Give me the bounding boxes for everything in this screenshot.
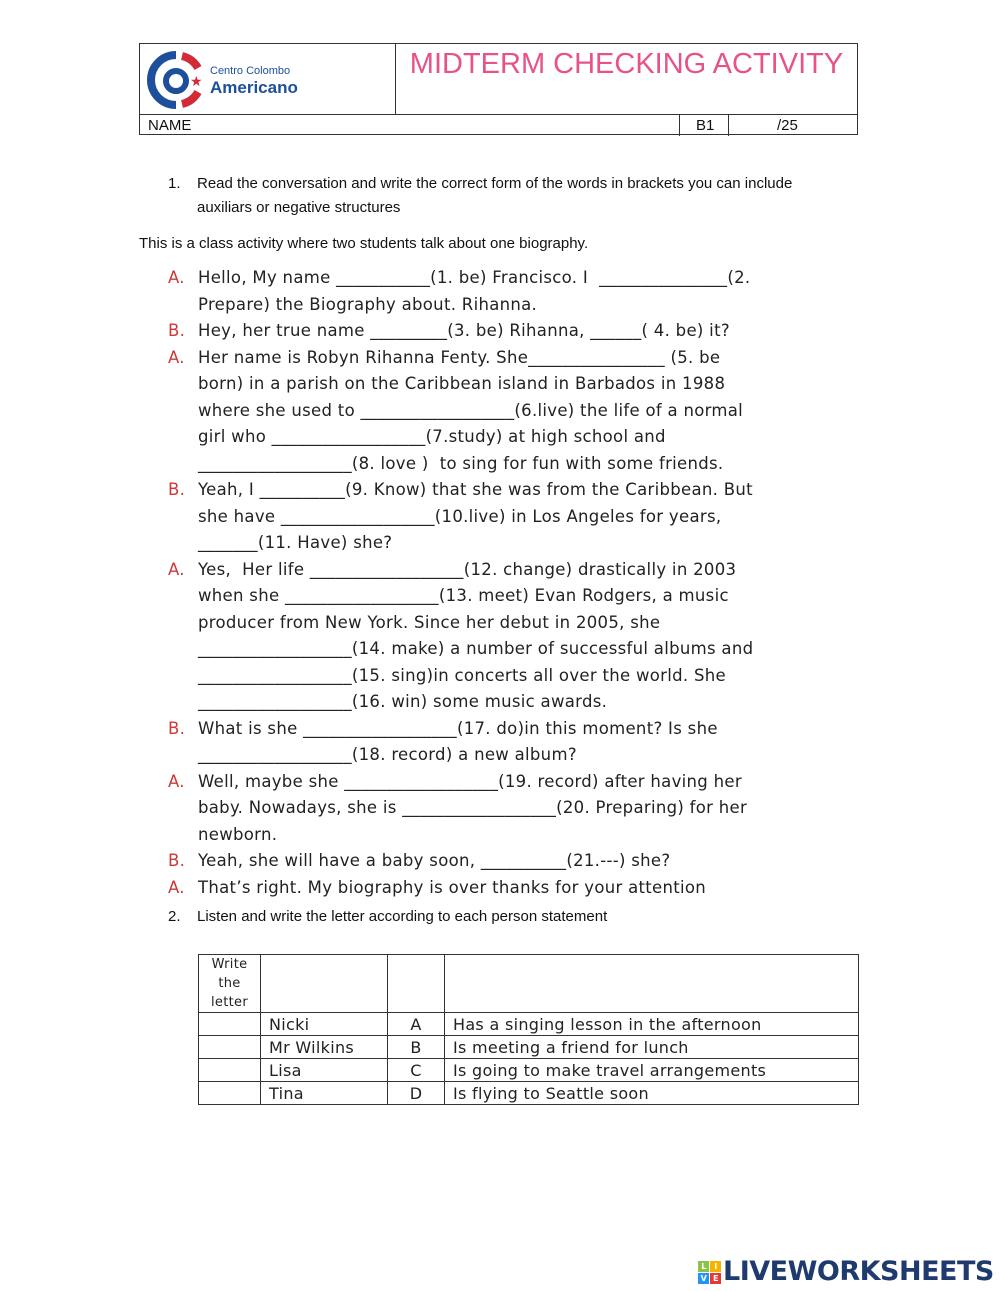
section2-instruction: Listen and write the letter according to each person statement [197, 908, 608, 925]
name-label: NAME [148, 117, 192, 134]
dialogue-line [168, 507, 721, 526]
header-word: Write [211, 957, 248, 972]
person-name: Tina [261, 1082, 388, 1105]
table-header-row [199, 955, 859, 1013]
header-word: letter [211, 995, 248, 1010]
line-text: Well, maybe she __________________(19. record) after having her [198, 771, 742, 791]
svg-text:★: ★ [190, 73, 203, 89]
logo [140, 44, 396, 114]
line-text: baby. Nowadays, she is __________________(20. Preparing) for her [198, 798, 748, 817]
dialogue-line [168, 348, 720, 367]
divider [679, 115, 680, 136]
header-word: the [218, 976, 241, 991]
cube-letter: L [698, 1261, 709, 1272]
line-text: Prepare) the Biography about. Rihanna. [198, 294, 538, 314]
logo-line2: Americano [210, 78, 298, 97]
dialogue-line [168, 586, 729, 605]
dialogue-line [168, 772, 742, 791]
speaker-label: B. [168, 480, 186, 499]
line-text: __________________(18. record) a new album? [198, 745, 577, 764]
empty-cell [388, 955, 445, 1013]
table-row [199, 1036, 859, 1059]
dialogue-line [168, 692, 607, 711]
table-row [199, 1059, 859, 1082]
line-text: when she __________________(13. meet) Evan Rodgers, a music [198, 586, 729, 605]
dialogue-line [168, 719, 718, 738]
dialogue-line [168, 480, 753, 499]
speaker-label: B. [168, 321, 186, 340]
dialogue-line [168, 613, 660, 632]
dialogue-line [168, 851, 670, 870]
speaker-label: A. [168, 771, 185, 791]
section1-instruction-1: Read the conversation and write the correct form of the words in brackets you can include [197, 175, 793, 192]
statement: Is flying to Seattle soon [445, 1082, 859, 1105]
line-text: _______(11. Have) she? [198, 533, 393, 552]
line-text: girl who __________________(7.study) at high school and [198, 427, 666, 446]
line-text: born) in a parish on the Caribbean island in Barbados in 1988 [198, 374, 726, 393]
speaker-label: A. [168, 877, 185, 897]
person-name: Mr Wilkins [261, 1036, 388, 1059]
section2-number: 2. [168, 908, 181, 925]
speaker-label: B. [168, 718, 186, 738]
header-table [139, 43, 858, 135]
option-letter: B [388, 1036, 445, 1059]
logo-icon [146, 50, 206, 110]
speaker-label: A. [168, 347, 185, 367]
dialogue-line [168, 454, 723, 473]
line-text: Her name is Robyn Rihanna Fenty. She________________ (5. be [198, 347, 721, 367]
write-letter-header [199, 955, 261, 1013]
dialogue-line [168, 427, 666, 446]
cube-icon [698, 1261, 721, 1284]
option-letter: D [388, 1082, 445, 1105]
table-row [199, 1013, 859, 1036]
cube-letter: I [710, 1261, 721, 1272]
page-title: MIDTERM CHECKING ACTIVITY [409, 48, 844, 80]
statement: Has a singing lesson in the afternoon [445, 1013, 859, 1036]
line-text: What is she __________________(17. do)in this moment? Is she [198, 718, 718, 738]
option-letter: C [388, 1059, 445, 1082]
section1-instruction-2: auxiliars or negative structures [197, 199, 401, 216]
line-text: Yeah, I __________(9. Know) that she was from the Caribbean. But [198, 480, 753, 499]
cube-letter: E [710, 1273, 721, 1284]
line-text: __________________(16. win) some music awards. [198, 692, 608, 711]
brand-text: LIVEWORKSHEETS [723, 1256, 994, 1287]
dialogue-line [168, 374, 725, 393]
line-text: newborn. [198, 824, 278, 844]
level: B1 [696, 117, 715, 134]
section1-number: 1. [168, 175, 181, 192]
line-text: Yes, Her life __________________(12. change) drastically in 2003 [198, 559, 737, 579]
line-text: where she used to __________________(6.live) the life of a normal [198, 400, 744, 420]
statement: Is meeting a friend for lunch [445, 1036, 859, 1059]
cube-letter: V [698, 1273, 709, 1284]
liveworksheets-logo [698, 1256, 994, 1287]
line-text: she have __________________(10.live) in Los Angeles for years, [198, 506, 722, 526]
dialogue-line [168, 825, 277, 844]
dialogue-line [168, 321, 730, 340]
dialogue-line [168, 745, 577, 764]
answer-cell[interactable] [199, 1036, 261, 1059]
dialogue-line [168, 295, 537, 314]
line-text: Yeah, she will have a baby soon, __________(21.---) she? [198, 851, 671, 870]
statement: Is going to make travel arrangements [445, 1059, 859, 1082]
line-text: Hello, My name ___________(1. be) Francisco. I _______________(2. [198, 268, 751, 287]
section1-intro: This is a class activity where two students talk about one biography. [139, 235, 589, 252]
empty-cell [261, 955, 388, 1013]
line-text: Hey, her true name _________(3. be) Rihanna, ______( 4. be) it? [198, 321, 730, 340]
name-row [140, 114, 857, 136]
line-text: producer from New York. Since her debut in 2005, she [198, 612, 661, 632]
dialogue-line [168, 798, 747, 817]
line-text: __________________(8. love ) to sing for fun with some friends. [198, 453, 724, 473]
person-name: Nicki [261, 1013, 388, 1036]
speaker-label: B. [168, 851, 186, 870]
line-text: __________________(15. sing)in concerts all over the world. She [198, 665, 726, 685]
speaker-label: A. [168, 559, 185, 579]
person-name: Lisa [261, 1059, 388, 1082]
answer-cell[interactable] [199, 1013, 261, 1036]
divider [728, 115, 729, 136]
line-text: __________________(14. make) a number of successful albums and [198, 639, 754, 658]
dialogue-line [168, 533, 392, 552]
dialogue-line [168, 639, 753, 658]
line-text: That’s right. My biography is over thanks for your attention [198, 877, 707, 897]
table-row [199, 1082, 859, 1105]
score: /25 [777, 117, 798, 134]
logo-line1: Centro Colombo [210, 65, 291, 77]
dialogue-line [168, 878, 706, 897]
dialogue-line [168, 401, 743, 420]
dialogue-line [168, 666, 726, 685]
option-letter: A [388, 1013, 445, 1036]
dialogue-line [168, 560, 736, 579]
answer-cell[interactable] [199, 1059, 261, 1082]
answer-cell[interactable] [199, 1082, 261, 1105]
speaker-label: A. [168, 268, 185, 287]
dialogue-line [168, 268, 750, 287]
matching-table [198, 954, 859, 1105]
empty-cell [445, 955, 859, 1013]
